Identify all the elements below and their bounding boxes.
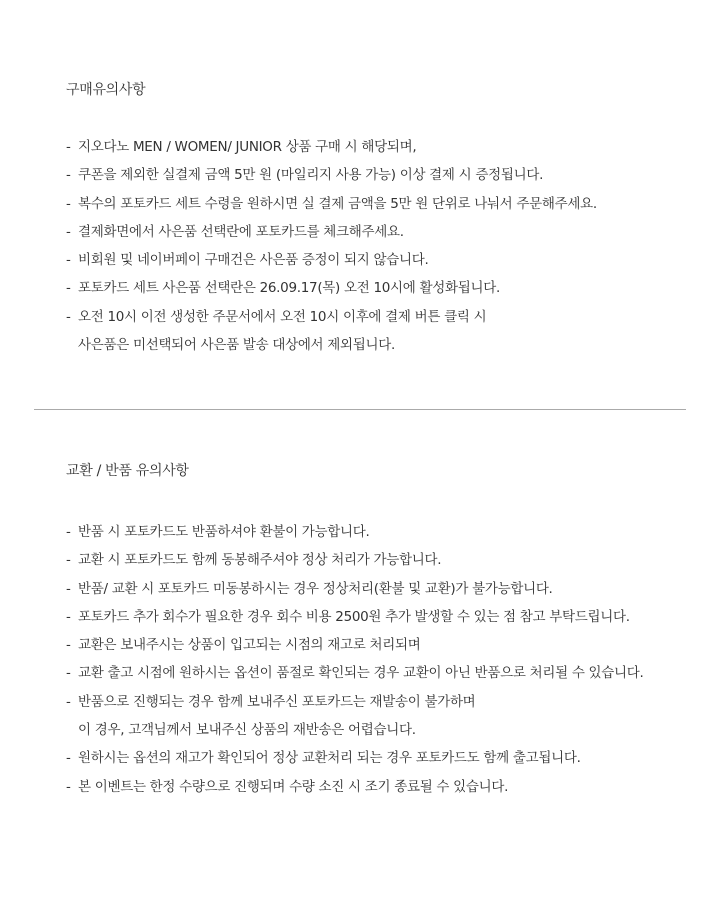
list-item-text: 원하시는 옵션의 재고가 확인되어 정상 교환처리 되는 경우 포토카드도 함께 출고됩니다. [78, 750, 581, 767]
list-item-text: 쿠폰을 제외한 실결제 금액 5만 원 (마일리지 사용 가능) 이상 결제 시 증정됩니다. [78, 167, 544, 184]
bullet-dash: - [66, 252, 71, 269]
list-item-text: 지오다노 MEN / WOMEN/ JUNIOR 상품 구매 시 해당되며, [78, 139, 417, 155]
exchange-notes-list [66, 518, 706, 801]
bullet-dash: - [66, 778, 71, 795]
list-item-text: 반품으로 진행되는 경우 함께 보내주신 포토카드는 재발송이 불가하며 [78, 693, 476, 710]
list-item [66, 546, 706, 574]
list-item [66, 603, 706, 631]
list-item [66, 773, 706, 801]
list-item-text: 교환은 보내주시는 상품이 입고되는 시점의 재고로 처리되며 [78, 637, 421, 654]
list-item [66, 303, 706, 360]
list-item-text: 포토카드 세트 사은품 선택란은 26.09.17(목) 오전 10시에 활성화됩니다. [78, 280, 500, 297]
list-item-continuation: 이 경우, 고객님께서 보내주신 상품의 재반송은 어렵습니다. [78, 722, 416, 739]
list-item-continuation: 사은품은 미선택되어 사은품 발송 대상에서 제외됩니다. [78, 337, 395, 354]
list-item [66, 744, 706, 772]
list-item-text: 비회원 및 네이버페이 구매건은 사은품 증정이 되지 않습니다. [78, 252, 429, 269]
purchase-notes-section [66, 80, 706, 359]
purchase-notes-title: 구매유의사항 [66, 82, 146, 98]
list-item-text: 포토카드 추가 회수가 필요한 경우 회수 비용 2500원 추가 발생할 수 있는 점 참고 부탁드립니다. [78, 608, 630, 625]
list-item [66, 246, 706, 274]
bullet-dash: - [66, 280, 71, 297]
section-divider [34, 409, 686, 410]
list-item-text: 교환 시 포토카드도 함께 동봉해주셔야 정상 처리가 가능합니다. [78, 552, 442, 569]
list-item [66, 190, 706, 218]
bullet-dash: - [66, 608, 71, 625]
list-item [66, 631, 706, 659]
list-item [66, 575, 706, 603]
list-item-text: 본 이벤트는 한정 수량으로 진행되며 수량 소진 시 조기 종료될 수 있습니다. [78, 778, 509, 795]
list-item [66, 688, 706, 745]
exchange-notes-title: 교환 / 반품 유의사항 [66, 463, 189, 479]
list-item-text: 오전 10시 이전 생성한 주문서에서 오전 10시 이후에 결제 버튼 클릭 시 [78, 308, 487, 325]
list-item [66, 518, 706, 546]
bullet-dash: - [66, 195, 71, 212]
bullet-dash: - [66, 223, 71, 240]
bullet-dash: - [66, 552, 71, 569]
bullet-dash: - [66, 308, 71, 325]
list-item [66, 274, 706, 302]
bullet-dash: - [66, 580, 71, 597]
bullet-dash: - [66, 665, 71, 682]
list-item [66, 218, 706, 246]
list-item-text: 결제화면에서 사은품 선택란에 포토카드를 체크해주세요. [78, 223, 404, 240]
bullet-dash: - [66, 167, 71, 184]
bullet-dash: - [66, 750, 71, 767]
list-item-text: 반품 시 포토카드도 반품하셔야 환불이 가능합니다. [78, 524, 370, 540]
list-item [66, 133, 706, 161]
list-item-text: 복수의 포토카드 세트 수령을 원하시면 실 결제 금액을 5만 원 단위로 나눠서 주문해주세요. [78, 195, 597, 212]
purchase-notes-list [66, 133, 706, 359]
bullet-dash: - [66, 524, 71, 540]
list-item [66, 161, 706, 189]
list-item-text: 반품/ 교환 시 포토카드 미동봉하시는 경우 정상처리(환불 및 교환)가 불가능합니다. [78, 580, 553, 597]
bullet-dash: - [66, 637, 71, 654]
list-item-text: 교환 출고 시점에 원하시는 옵션이 품절로 확인되는 경우 교환이 아닌 반품으로 처리될 수 있습니다. [78, 665, 644, 682]
bullet-dash: - [66, 693, 71, 710]
bullet-dash: - [66, 139, 71, 155]
exchange-notes-section [66, 461, 706, 801]
list-item [66, 659, 706, 687]
